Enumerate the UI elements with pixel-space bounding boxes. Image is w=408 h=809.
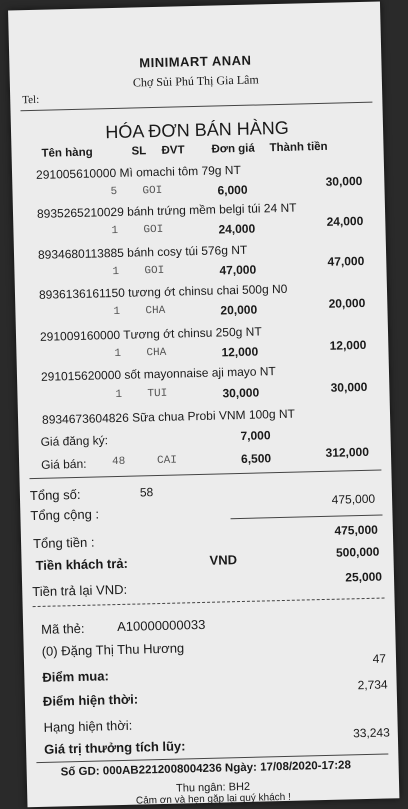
col-header-qty: SL [131, 145, 147, 158]
col-header-name: Tên hàng [41, 146, 93, 160]
divider [231, 515, 383, 520]
gd-number: 000AB2212008004236 [102, 762, 222, 778]
item-qty: 1 [112, 265, 120, 279]
date-label: Ngày: [224, 761, 258, 775]
item-price: 12,000 [221, 344, 259, 360]
total-value: 475,000 [334, 522, 379, 538]
item-name: 8936136161150 tương ớt chinsu chai 500g N0 [38, 281, 288, 302]
points-now-label: Điểm hiện thời: [42, 691, 139, 709]
cashier-label: Thu ngân: [175, 781, 226, 795]
total-label: Tổng tiền : [32, 534, 95, 552]
reward-value: 33,243 [352, 725, 390, 741]
item-name: 291005610000 Mì omachi tôm 79g NT [35, 162, 241, 182]
registered-price: 7,000 [240, 428, 271, 443]
points-now-value: 2,734 [357, 677, 388, 693]
item-price: 6,000 [217, 182, 248, 198]
item-total: 12,000 [329, 337, 367, 353]
member-name: (0) Đặng Thị Thu Hương [41, 640, 185, 659]
change-value: 25,000 [345, 569, 383, 585]
item-price: 24,000 [218, 221, 256, 237]
item-qty: 1 [111, 224, 119, 238]
points-buy-value: 47 [372, 651, 387, 666]
item-price: 6,500 [240, 451, 272, 466]
sale-price-label: Giá bán: [40, 456, 87, 472]
paid-label: Tiền khách trả: [35, 555, 129, 574]
item-name: 291009160000 Tương ớt chinsu 250g NT [39, 324, 262, 344]
item-total: 47,000 [327, 253, 365, 269]
col-header-price: Đơn giá [211, 142, 255, 156]
item-name: 8934680113885 bánh cosy túi 576g NT [37, 242, 248, 262]
points-buy-label: Điểm mua: [42, 668, 109, 685]
item-qty: 1 [113, 305, 121, 319]
item-unit: TUI [147, 387, 168, 401]
col-header-total: Thành tiền [269, 140, 328, 155]
item-name: 291015620000 sốt mayonnaise aji mayo NT [40, 364, 276, 384]
item-qty: 1 [115, 388, 123, 402]
item-qty: 1 [114, 347, 122, 361]
paid-value: 500,000 [335, 544, 380, 560]
item-unit: GOI [144, 264, 165, 278]
count-label: Tổng số: [29, 486, 81, 504]
store-name: MINIMART ANAN [139, 52, 252, 71]
change-label: Tiền trả lại VND: [32, 581, 128, 600]
divider [33, 598, 385, 608]
tel-label: Tel: [22, 93, 40, 107]
date-value: 17/08/2020-17:28 [259, 759, 352, 774]
cashier-value: BH2 [228, 780, 251, 794]
gd-label: Số GD: [60, 765, 100, 779]
transaction-line [61, 759, 352, 778]
item-unit: CAI [156, 454, 178, 468]
subtotal-value: 475,000 [331, 491, 376, 507]
divider [20, 102, 372, 112]
item-unit: GOI [142, 184, 163, 198]
rank-label: Hạng hiện thời: [43, 717, 133, 735]
receipt-title: HÓA ĐƠN BÁN HÀNG [105, 117, 289, 143]
item-qty: 5 [110, 185, 118, 199]
item-price: 20,000 [220, 302, 258, 318]
card-label: Mã thẻ: [41, 620, 85, 637]
subtotal-label: Tổng cộng : [30, 506, 100, 524]
item-name: 8935265210029 bánh trứng mềm belgi túi 24 NT [36, 200, 297, 221]
item-total: 312,000 [325, 444, 370, 460]
col-header-unit: ĐVT [161, 144, 185, 157]
divider [29, 470, 381, 480]
item-price: 30,000 [222, 385, 260, 401]
item-unit: CHA [145, 304, 166, 318]
item-qty: 48 [111, 455, 126, 469]
item-unit: CHA [146, 346, 167, 360]
item-total: 30,000 [325, 173, 363, 189]
item-unit: GOI [143, 223, 164, 237]
reward-label: Giá trị thưởng tích lũy: [43, 738, 186, 757]
receipt-paper [8, 1, 399, 807]
store-address: Chợ Sủi Phú Thị Gia Lâm [132, 72, 259, 90]
item-name: 8934673604826 Sữa chua Probi VNM 100g NT [41, 406, 296, 427]
currency-label: VND [209, 552, 238, 568]
card-number: A10000000033 [116, 616, 206, 635]
registered-price-label: Giá đăng ký: [40, 433, 109, 449]
item-price: 47,000 [219, 262, 257, 278]
count-value: 58 [139, 485, 154, 500]
item-total: 30,000 [330, 379, 368, 395]
item-total: 20,000 [328, 295, 366, 311]
thanks-message: Cảm ơn và hẹn gặp lại quý khách ! [135, 791, 291, 807]
item-total: 24,000 [326, 213, 364, 229]
